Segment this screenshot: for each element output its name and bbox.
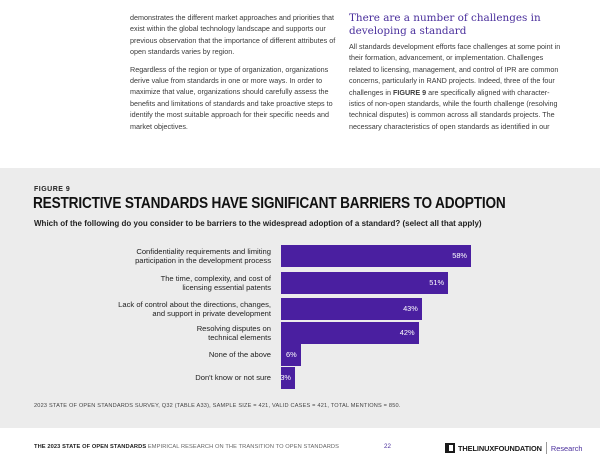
bar-value-label: 58% bbox=[452, 251, 467, 260]
category-label-line: technical elements bbox=[208, 333, 271, 342]
category-label-line: participation in the development process bbox=[135, 256, 271, 265]
category-label-line: Don't know or not sure bbox=[195, 373, 271, 383]
linux-foundation-logo bbox=[445, 441, 583, 455]
bar bbox=[281, 272, 448, 294]
figure-reference-link[interactable]: FIGURE 9 bbox=[392, 87, 427, 97]
body-paragraph bbox=[349, 41, 565, 132]
body-text-segment: are specifically aligned with character- istics of non-open standards, while the fourth challenge (resolving technical disputes) is common across all standards projects. The necessary characteristics of open standards as identified in our bbox=[349, 87, 558, 131]
section-heading: There are a number of challenges in developing a standard bbox=[349, 12, 541, 37]
bar-value-label: 43% bbox=[403, 304, 418, 313]
category-label-line: Confidentiality requirements and limiting bbox=[136, 246, 271, 256]
bar-value-label: 51% bbox=[429, 278, 445, 287]
figure-source-note: 2023 STATE OF OPEN STANDARDS SURVEY, Q32 (TABLE A33), SAMPLE SIZE = 421, VALID CASES = 421, TOTAL MENTIONS = 850. bbox=[34, 403, 401, 409]
category-label bbox=[71, 300, 271, 319]
figure-question: Which of the following do you consider to be barriers to the widespread adoption of a standard? (select all that apply) bbox=[34, 219, 482, 228]
body-text-segment: All standards development efforts face challenges at some point in their formation, advancement, or implementation. Challenges related to licensing, management, and control of IPR are common concerns, particularly in RAND projects. Indeed, three of the four challenges in bbox=[349, 42, 561, 97]
bar bbox=[281, 245, 471, 267]
bar-chart bbox=[0, 245, 600, 390]
bar-value-label: 42% bbox=[399, 328, 415, 337]
figure-title: RESTRICTIVE STANDARDS HAVE SIGNIFICANT BARRIERS TO ADOPTION bbox=[33, 195, 506, 212]
category-label-line: Lack of control about the directions, changes, bbox=[118, 299, 271, 309]
body-column-left bbox=[130, 12, 344, 138]
category-label bbox=[71, 373, 271, 382]
brand-name: THELINUXFOUNDATION bbox=[458, 443, 542, 453]
bar bbox=[281, 367, 295, 389]
category-label-line: licensing essential patents bbox=[182, 283, 271, 292]
category-label-line: None of the above bbox=[208, 350, 271, 360]
category-label-line: and support in private development bbox=[152, 309, 271, 318]
report-page-top bbox=[0, 0, 600, 165]
body-paragraph: demonstrates the different market approaches and priorities that exist within the global technology landscape and supports our previous observation that the importance of different attributes of open standards varies by region. bbox=[130, 13, 336, 57]
body-column-right bbox=[349, 12, 565, 132]
figure-label: FIGURE 9 bbox=[34, 186, 71, 193]
category-label-line: Resolving disputes on bbox=[196, 323, 271, 333]
bar bbox=[281, 298, 422, 320]
category-label bbox=[71, 274, 271, 293]
body-paragraph: Regardless of the region or type of organization, organizations derive value from standards in one or more ways. In order to maximize that value, organizations should carefully assess the benefits and limitations of standards and take proactive steps to identify the most suitable approach for their specific needs and market objectives. bbox=[130, 64, 333, 131]
category-label bbox=[71, 324, 271, 343]
footer-report-title bbox=[34, 444, 339, 450]
brand-research-label: Research bbox=[550, 443, 583, 453]
page-number: 22 bbox=[384, 443, 391, 450]
category-label bbox=[71, 247, 271, 266]
linux-foundation-mark-icon bbox=[445, 443, 455, 453]
bar-value-label: 6% bbox=[285, 350, 297, 359]
page-footer bbox=[0, 436, 600, 463]
bar-value-label: 3% bbox=[280, 373, 291, 382]
brand-divider bbox=[546, 442, 547, 454]
category-label bbox=[71, 350, 271, 359]
category-label-line: The time, complexity, and cost of bbox=[160, 273, 271, 283]
footer-subtitle: EMPIRICAL RESEARCH ON THE TRANSITION TO OPEN STANDARDS bbox=[146, 444, 340, 450]
footer-title: THE 2023 STATE OF OPEN STANDARDS bbox=[34, 444, 147, 450]
bar bbox=[281, 344, 301, 366]
bar bbox=[281, 322, 419, 344]
